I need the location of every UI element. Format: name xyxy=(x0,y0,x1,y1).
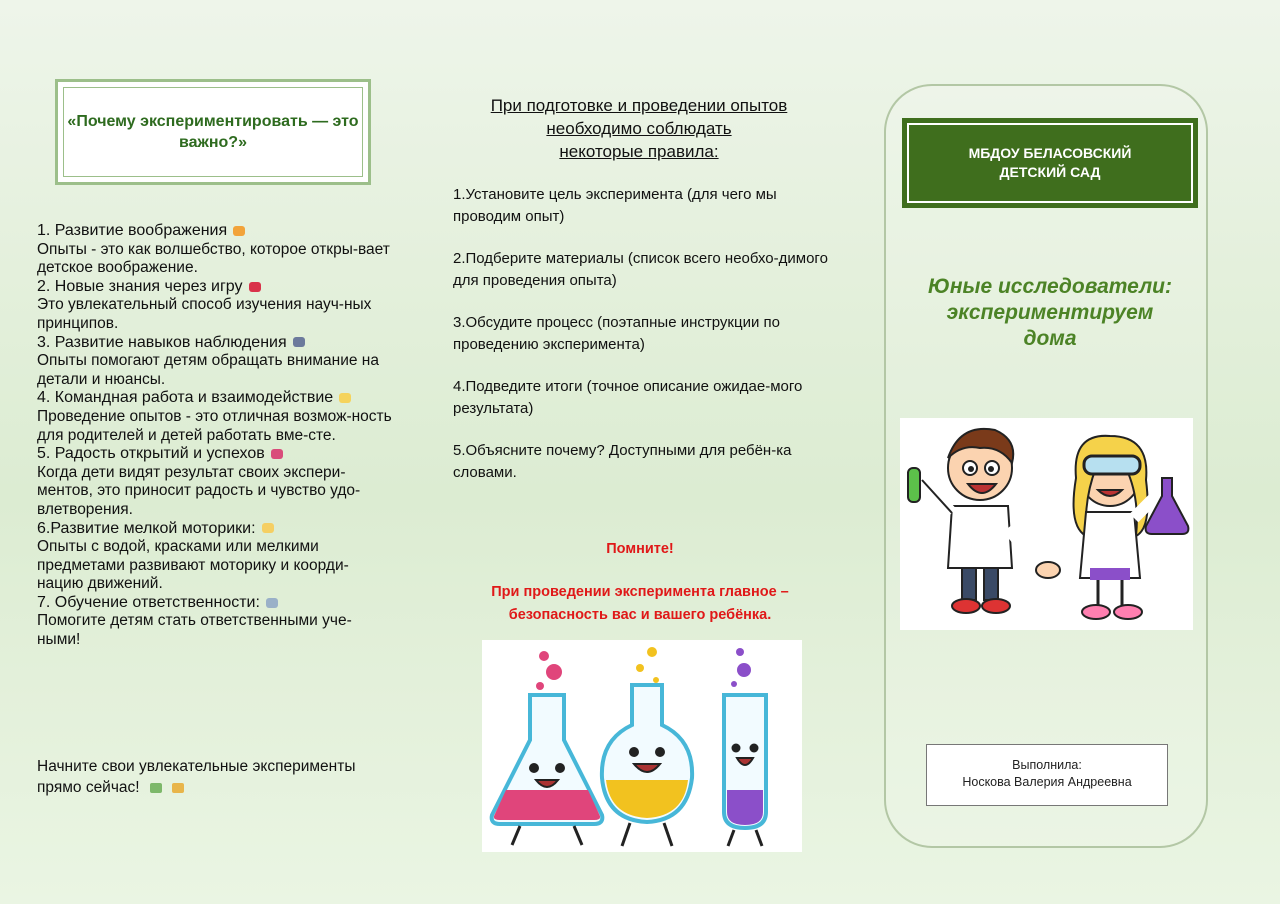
rules-title-line: При подготовке и проведении опытов xyxy=(490,96,788,115)
final-note-text: Начните свои увлекательные эксперименты прямо сейчас! xyxy=(37,758,356,796)
benefit-emoji-icon xyxy=(266,598,278,608)
title-line: дома xyxy=(1023,327,1077,350)
benefit-text: Это увлекательный способ изучения науч-ных принципов. xyxy=(37,296,372,332)
benefit-heading-text: 6.Развитие мелкой моторики: xyxy=(37,519,256,537)
benefit-heading-text: 1. Развитие воображения xyxy=(37,222,228,239)
benefit-item xyxy=(37,278,392,334)
benefit-item xyxy=(37,334,392,390)
safety-line: При проведении эксперимента главное – xyxy=(491,584,789,600)
benefit-emoji-icon xyxy=(262,523,274,533)
sparkle-icon xyxy=(172,783,184,793)
benefit-heading-text: 7. Обучение ответственности: xyxy=(37,593,260,611)
why-title-box xyxy=(55,79,371,185)
org-line: МБДОУ БЕЛАСОВСКИЙ xyxy=(968,145,1132,161)
benefit-heading xyxy=(37,520,392,539)
rule-item: 5.Объясните почему? Доступными для ребён-ка словами. xyxy=(453,442,792,481)
benefit-text: Когда дети видят результат своих экспери-ментов, это приносит радость и чувство удо-влетворения. xyxy=(37,463,361,518)
benefit-heading xyxy=(37,278,392,297)
benefit-heading xyxy=(37,334,392,353)
benefits-list xyxy=(37,222,392,650)
why-title: «Почему экспериментировать — это важно?» xyxy=(63,87,363,177)
benefit-emoji-icon xyxy=(293,337,305,347)
benefit-item xyxy=(37,389,392,445)
rule-item: 3.Обсудите процесс (поэтапные инструкции по проведению эксперимента) xyxy=(453,314,780,353)
author-box xyxy=(926,744,1168,806)
rules-title-line: необходимо соблюдать xyxy=(546,119,732,138)
final-note xyxy=(37,756,397,798)
young-scientists-illustration xyxy=(900,418,1193,630)
org-name-box xyxy=(902,118,1198,208)
benefit-emoji-icon xyxy=(233,226,245,236)
benefit-item xyxy=(37,520,392,594)
benefit-item xyxy=(37,594,392,650)
brochure-title xyxy=(890,274,1210,352)
rule-item: 2.Подберите материалы (список всего необхо-димого для проведения опыта) xyxy=(453,250,828,289)
benefit-heading-text: 4. Командная работа и взаимодействие xyxy=(37,389,334,407)
benefit-text: Помогите детям стать ответственными уче-ными! xyxy=(37,612,352,649)
benefit-heading xyxy=(37,389,392,408)
org-name xyxy=(907,123,1193,203)
benefit-heading xyxy=(37,594,392,613)
rule-item: 1.Установите цель эксперимента (для чего мы проводим опыт) xyxy=(453,186,777,225)
benefit-text: Опыты помогают детям обращать внимание на детали и нюансы. xyxy=(37,352,379,388)
remember-heading: Помните! xyxy=(606,541,674,557)
rules-list xyxy=(453,184,833,504)
safety-note xyxy=(460,581,820,627)
rules-title-line: некоторые правила: xyxy=(559,142,719,161)
rule-item: 4.Подведите итоги (точное описание ожидае-мого результата) xyxy=(453,378,803,417)
benefit-heading-text: 5. Радость открытий и успехов xyxy=(37,445,265,463)
benefit-emoji-icon xyxy=(339,393,351,403)
benefit-heading xyxy=(37,445,392,464)
benefit-emoji-icon xyxy=(249,282,261,292)
test-tube-icon xyxy=(150,783,162,793)
benefit-text: Опыты с водой, красками или мелкими предметами развивают моторику и коорди-нацию движений. xyxy=(37,538,349,593)
safety-line: безопасность вас и вашего ребёнка. xyxy=(508,607,772,623)
benefit-item xyxy=(37,222,392,278)
benefit-item xyxy=(37,445,392,519)
benefit-heading xyxy=(37,222,392,241)
benefit-heading-text: 2. Новые знания через игру xyxy=(37,277,243,295)
author-label: Выполнила: xyxy=(1012,758,1082,772)
org-line: ДЕТСКИЙ САД xyxy=(999,164,1101,180)
title-line: Юные исследователи: xyxy=(927,275,1173,298)
flasks-illustration xyxy=(482,640,802,852)
author-name: Носкова Валерия Андреевна xyxy=(962,775,1132,789)
benefit-emoji-icon xyxy=(271,449,283,459)
title-line: экспериментируем xyxy=(946,301,1154,324)
rules-title xyxy=(450,94,828,163)
benefit-heading-text: 3. Развитие навыков наблюдения xyxy=(37,333,287,351)
benefit-text: Опыты - это как волшебство, которое откры-вает детское воображение. xyxy=(37,240,390,277)
benefit-text: Проведение опытов - это отличная возмож-ность для родителей и детей работать вме-сте. xyxy=(37,407,392,444)
